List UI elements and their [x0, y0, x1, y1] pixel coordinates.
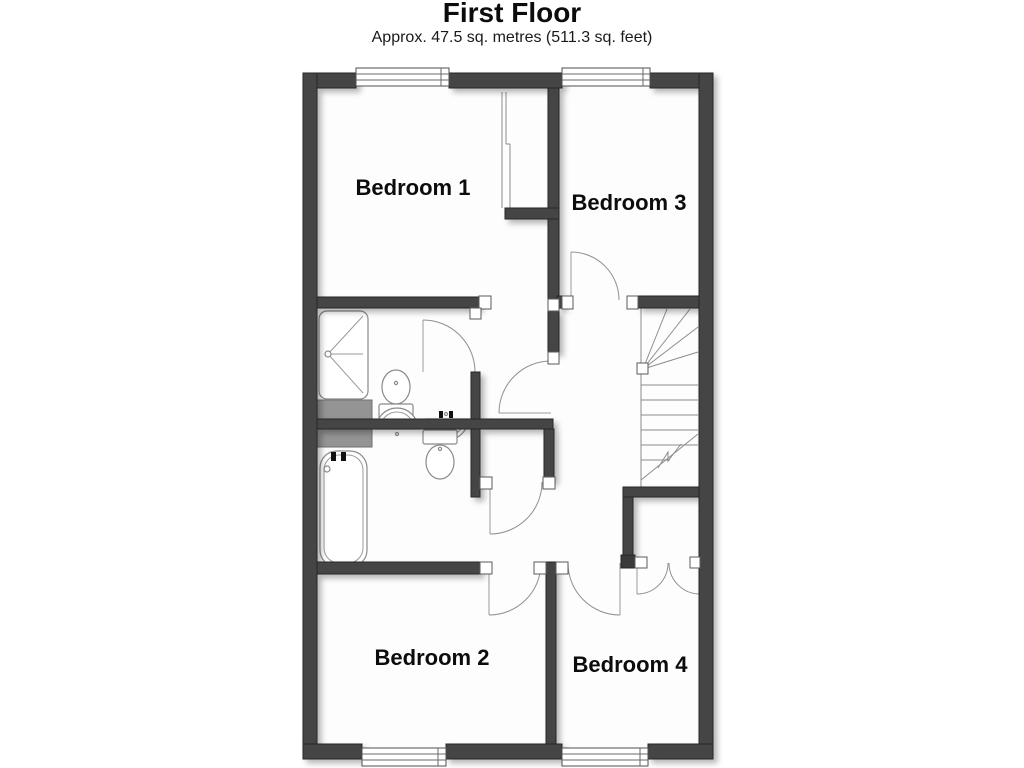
room-label-bedroom3: Bedroom 3	[571, 190, 687, 215]
page-title: First Floor	[442, 0, 582, 28]
shower-tray-icon	[319, 311, 368, 399]
room-label-bedroom4: Bedroom 4	[572, 652, 688, 677]
boxed-pipework-bottom	[317, 429, 372, 447]
bathtub-icon	[320, 451, 367, 567]
room-label-bedroom2: Bedroom 2	[374, 645, 490, 670]
toilet-icon	[423, 430, 457, 479]
room-label-bedroom1: Bedroom 1	[355, 175, 471, 200]
window-bedroom3	[562, 68, 650, 86]
newel-post	[637, 363, 648, 374]
page-subtitle: Approx. 47.5 sq. metres (511.3 sq. feet)	[371, 29, 653, 46]
window-bedroom2	[362, 748, 446, 766]
window-bedroom1	[356, 68, 449, 86]
window-bedroom4	[562, 748, 648, 766]
boxed-pipework-top	[317, 400, 372, 419]
